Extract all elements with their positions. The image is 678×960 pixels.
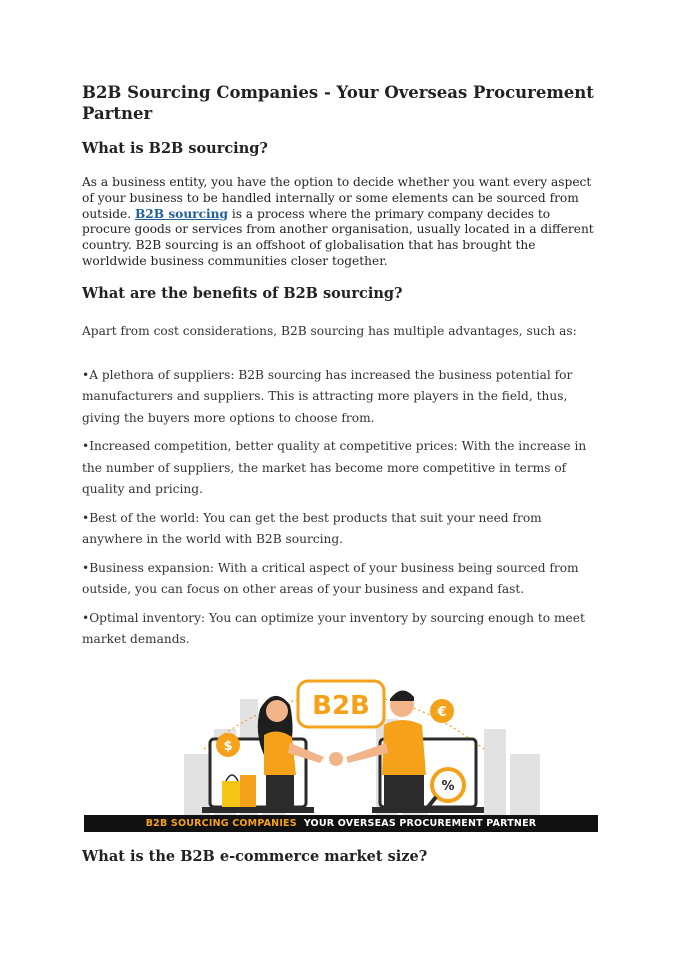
intro-paragraph <box>82 175 602 270</box>
b2b-banner-image <box>84 659 598 832</box>
intro-text-after: is a process where the primary company decides to procure goods or services from another organisation, usually located in a different country. B2B sourcing is an offshoot of globalisation that has brought the worldwide business communities closer together. <box>82 206 594 268</box>
article-body <box>82 82 602 658</box>
benefits-lead: Apart from cost considerations, B2B sourcing has multiple advantages, such as: <box>82 323 577 338</box>
svg-text:%: % <box>441 779 455 794</box>
b2b-badge-text: B2B <box>312 691 370 721</box>
heading-market-size: What is the B2B e-commerce market size? <box>82 848 428 865</box>
euro-coin-icon <box>430 699 454 723</box>
list-item: •Best of the world: You can get the best products that suit your need from anywhere in the world with B2B sourcing. <box>82 510 542 547</box>
list-item: •Increased competition, better quality at competitive prices: With the increase in the number of suppliers, the market has become more competitive in terms of quality and pricing. <box>82 439 587 497</box>
intro-text-before: As a business entity, you have the option to decide whether you want every aspect of your business to be handled internally or some elements can be sourced from outside. <box>82 175 592 221</box>
list-item: •Optimal inventory: You can optimize your inventory by sourcing enough to meet market demands. <box>82 610 585 647</box>
svg-text:$: $ <box>223 739 233 754</box>
banner-caption <box>84 815 598 832</box>
page-title: B2B Sourcing Companies - Your Overseas Procurement Partner <box>82 83 594 123</box>
handshake-graphic <box>329 752 343 766</box>
banner-illustration <box>84 659 598 815</box>
banner-caption-accent: B2B SOURCING COMPANIES <box>145 818 297 829</box>
list-item: •Business expansion: With a critical aspect of your business being sourced from outside, you can focus on other areas of your business and expand fast. <box>82 560 579 597</box>
list-item: •A plethora of suppliers: B2B sourcing has increased the business potential for manufacturers and suppliers. This is attracting more players in the field, thus, giving the buyers more options to choose from. <box>82 367 573 425</box>
heading-benefits: What are the benefits of B2B sourcing? <box>82 284 403 302</box>
b2b-sourcing-link[interactable]: B2B sourcing <box>135 206 229 221</box>
heading-what-is-b2b-sourcing: What is B2B sourcing? <box>82 140 268 157</box>
banner-caption-rest: YOUR OVERSEAS PROCUREMENT PARTNER <box>303 818 537 829</box>
b2b-badge-graphic <box>298 681 384 727</box>
dollar-coin-icon <box>216 733 240 757</box>
benefits-list <box>82 365 602 651</box>
svg-text:€: € <box>437 705 447 720</box>
